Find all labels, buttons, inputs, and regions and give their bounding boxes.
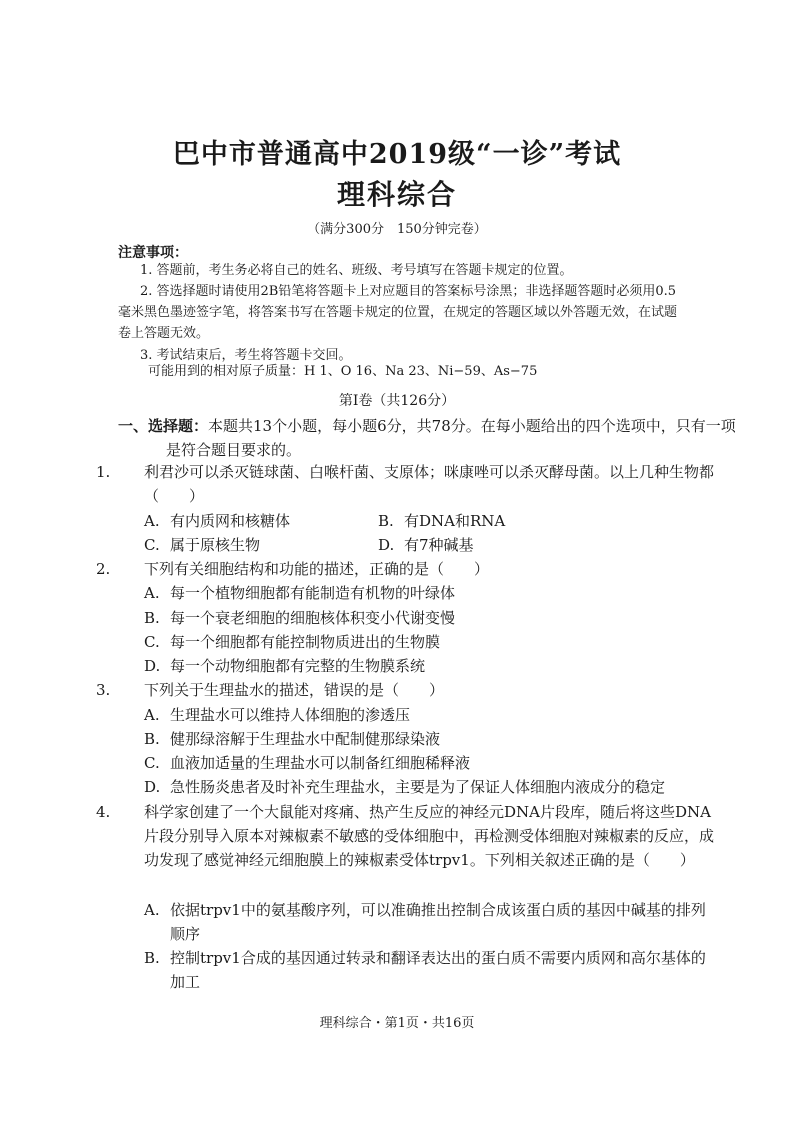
option: B. 控制trpv1合成的基因通过转录和翻译表达出的蛋白质不需要内质网和高尔基体的加工 <box>144 949 706 991</box>
exam-title: 巴中市普通高中2019级“一诊”考试 <box>172 139 622 170</box>
option: D. 急性肠炎患者及时补充生理盐水，主要是为了保证人体细胞内液成分的稳定 <box>144 778 666 796</box>
notes-heading: 注意事项： <box>118 245 188 261</box>
question-text: 利君沙可以杀灭链球菌、白喉杆菌、支原体；咪康唑可以杀灭酵母菌。以上几种生物都（ ） <box>144 463 715 505</box>
option: C. 血液加适量的生理盐水可以制备红细胞稀释液 <box>144 754 471 772</box>
atomic-masses: 可能用到的相对原子质量：H 1、O 16、Na 23、Ni−59、As−75 <box>148 364 538 379</box>
question-number: 4. <box>96 803 111 821</box>
note-item: 3. 考试结束后，考生将答题卡交回。 <box>140 348 352 363</box>
volume-heading: 第Ⅰ卷（共126分） <box>338 393 456 409</box>
exam-meta: （满分300分 150分钟完卷） <box>307 222 487 237</box>
section-heading <box>118 414 741 462</box>
option: B. 有DNA和RNA <box>378 512 506 530</box>
note-item: 2. 答选择题时请使用2B铅笔将答题卡上对应题目的答案标号涂黑；非选择题答题时必须用0.5毫米黑色墨迹签字笔，将答案书写在答题卡规定的位置，在规定的答题区域以外答题无效，在试题卷上答题无效。 <box>118 284 678 341</box>
option: A. 依据trpv1中的氨基酸序列，可以准确推出控制合成该蛋白质的基因中碱基的排列顺序 <box>144 901 706 943</box>
option: B. 每一个衰老细胞的细胞核体积变小代谢变慢 <box>144 609 456 627</box>
question-stem <box>96 800 719 872</box>
option: A. 有内质网和核糖体 <box>144 512 291 530</box>
question-text: 科学家创建了一个大鼠能对疼痛、热产生反应的神经元DNA片段库，随后将这些DNA片段分别导入原本对辣椒素不敏感的受体细胞中，再检测受体细胞对辣椒素的反应，成功发现了感觉神经元细胞膜上的辣椒素受体trpv1。下列相关叙述正确的是（ ） <box>144 803 715 869</box>
question-stem <box>96 557 719 581</box>
question-number: 2. <box>96 560 111 578</box>
note-item: 1. 答题前，考生务必将自己的姓名、班级、考号填写在答题卡规定的位置。 <box>140 263 573 278</box>
option: A. 每一个植物细胞都有能制造有机物的叶绿体 <box>144 584 456 602</box>
option: D. 每一个动物细胞都有完整的生物膜系统 <box>144 657 426 675</box>
page-footer: 理科综合・第1页・共16页 <box>319 1016 475 1031</box>
question-number: 3. <box>96 681 111 699</box>
question-text: 下列有关细胞结构和功能的描述，正确的是（ ） <box>144 560 490 578</box>
question-number: 1. <box>96 463 111 481</box>
question-stem <box>96 678 719 702</box>
option: A. 生理盐水可以维持人体细胞的渗透压 <box>144 706 411 724</box>
exam-subject: 理科综合 <box>336 178 457 211</box>
question-text: 下列关于生理盐水的描述，错误的是（ ） <box>144 681 445 699</box>
question-stem <box>96 460 719 508</box>
option: B. 健那绿溶解于生理盐水中配制健那绿染液 <box>144 730 441 748</box>
option: C. 每一个细胞都有能控制物质进出的生物膜 <box>144 633 441 651</box>
option: C. 属于原核生物 <box>144 536 261 554</box>
option: D. 有7种碱基 <box>378 536 474 554</box>
section-label: 一、选择题： <box>118 417 209 435</box>
section-text: 本题共13个小题，每小题6分，共78分。在每小题给出的四个选项中，只有一项是符合题目要求的。 <box>166 417 736 459</box>
